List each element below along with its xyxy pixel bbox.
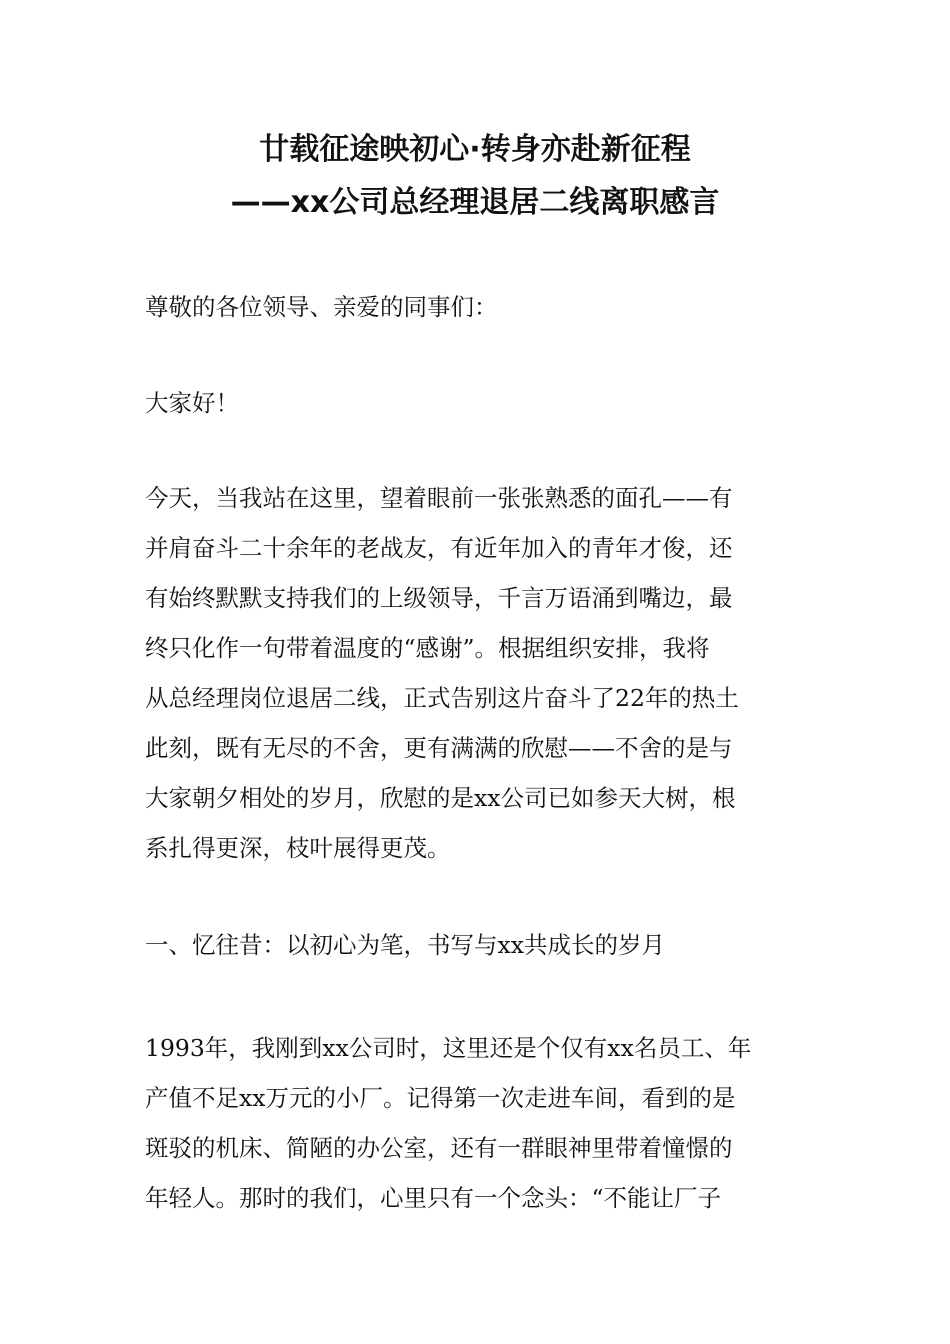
paragraph-line: 大家朝夕相处的岁月，欣慰的是xx公司已如参天大树，根	[145, 784, 736, 812]
history-paragraph	[145, 1023, 807, 1223]
document-title: 廿载征途映初心·转身亦赴新征程	[259, 132, 691, 167]
paragraph-line: 斑驳的机床、简陋的办公室，还有一群眼神里带着憧憬的	[145, 1134, 733, 1162]
greeting-paragraph	[145, 282, 807, 332]
paragraph-line: 有始终默默支持我们的上级领导，千言万语涌到嘴边，最	[145, 584, 733, 612]
paragraph-line: 并肩奋斗二十余年的老战友，有近年加入的青年才俊，还	[145, 534, 733, 562]
paragraph-line: 系扎得更深，枝叶展得更茂。	[145, 834, 451, 862]
paragraph-line: 终只化作一句带着温度的“感谢”。根据组织安排，我将	[145, 634, 710, 662]
paragraph-line: 年轻人。那时的我们，心里只有一个念头：“不能让厂子	[145, 1184, 722, 1212]
section-heading	[145, 920, 807, 970]
paragraph-line: 从总经理岗位退居二线，正式告别这片奋斗了22年的热土	[145, 684, 739, 712]
document-subtitle: ——xx公司总经理退居二线离职感言	[230, 185, 720, 220]
greeting-text: 尊敬的各位领导、亲爱的同事们：	[145, 293, 498, 321]
paragraph-line: 今天，当我站在这里，望着眼前一张张熟悉的面孔——有	[145, 484, 733, 512]
paragraph-line: 产值不足xx万元的小厂。记得第一次走进车间，看到的是	[145, 1084, 736, 1112]
paragraph-line: 此刻，既有无尽的不舍，更有满满的欣慰——不舍的是与	[145, 734, 733, 762]
paragraph-line: 1993年，我刚到xx公司时，这里还是个仅有xx名员工、年	[145, 1034, 752, 1062]
hello-text: 大家好！	[145, 389, 239, 417]
opening-paragraph	[145, 473, 807, 873]
section-heading-text: 一、忆往昔：以初心为笔，书写与xx共成长的岁月	[145, 931, 666, 959]
hello-paragraph	[145, 378, 807, 428]
